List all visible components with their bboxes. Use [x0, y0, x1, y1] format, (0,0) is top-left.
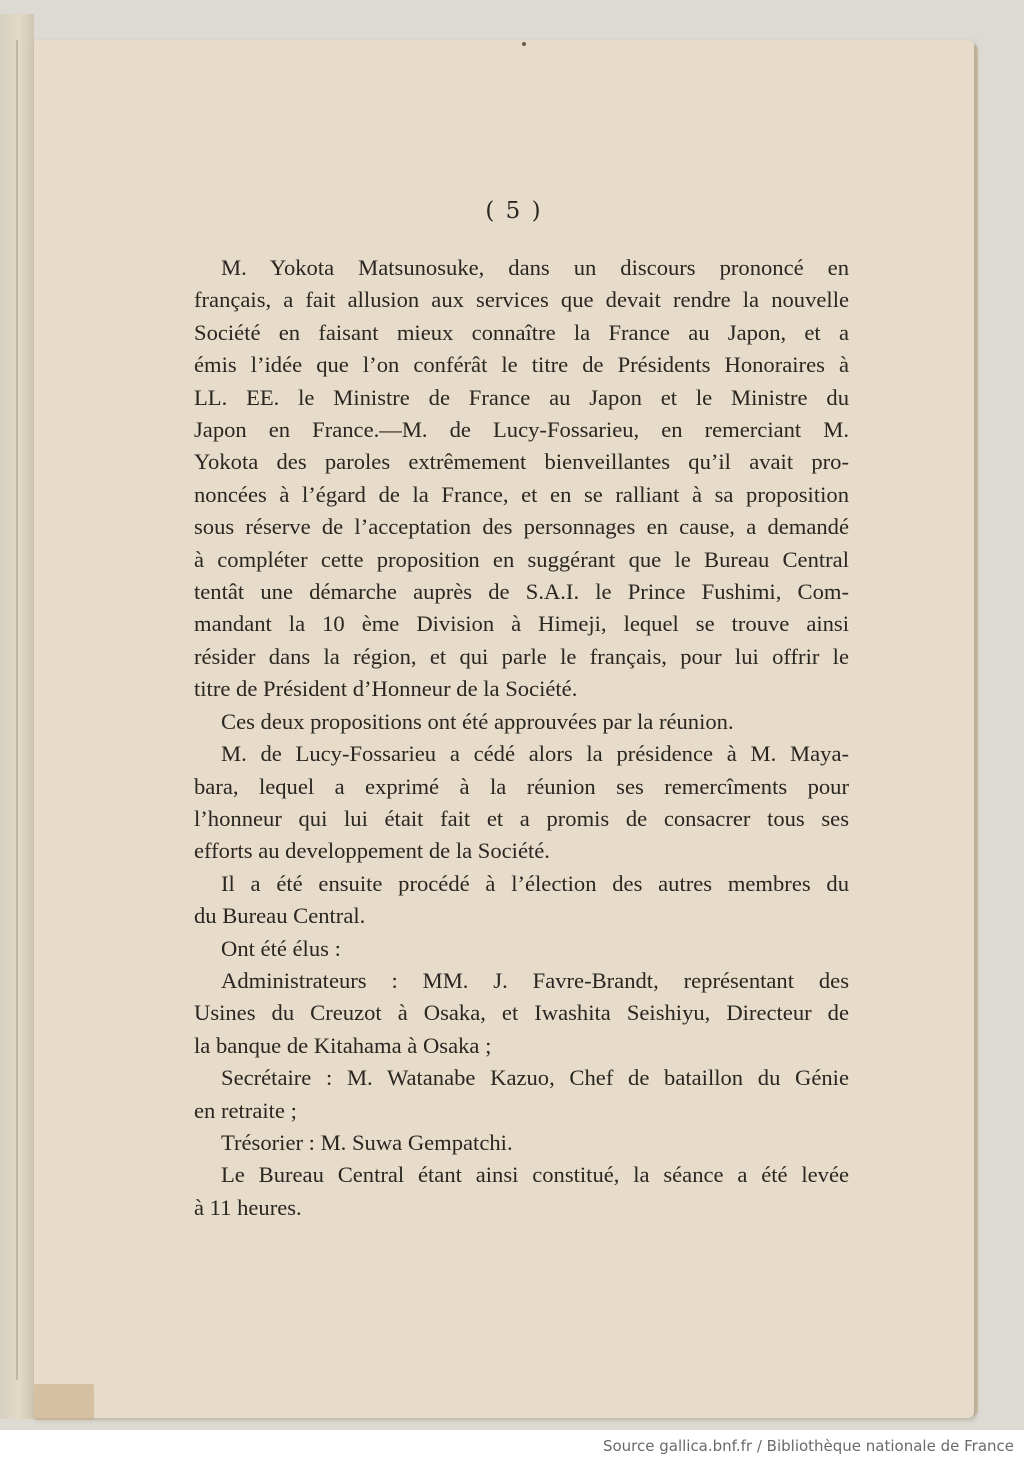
- ink-speck: [522, 42, 526, 46]
- text-line: Yokota des paroles extrêmement bienveillantes qu’il avait pro-: [194, 449, 849, 475]
- paragraph: [194, 868, 849, 933]
- text-line: français, a fait allusion aux services que devait rendre la nouvelle: [194, 287, 849, 313]
- paragraph: [194, 706, 849, 738]
- text-line: Ont été élus :: [221, 935, 341, 961]
- paragraph: [194, 1062, 849, 1127]
- text-line: noncées à l’égard de la France, et en se ralliant à sa proposition: [194, 481, 849, 507]
- paragraph: [194, 933, 849, 965]
- text-line: Japon en France.—M. de Lucy-Fossarieu, en remerciant M.: [194, 417, 849, 443]
- text-line: Société en faisant mieux connaître la France au Japon, et a: [194, 319, 849, 345]
- text-line: Ces deux propositions ont été approuvées par la réunion.: [221, 708, 734, 734]
- text-line: titre de Président d’Honneur de la Société.: [194, 676, 578, 702]
- book-page: [34, 40, 974, 1418]
- text-line: mandant la 10 ème Division à Himeji, lequel se trouve ainsi: [194, 611, 849, 637]
- text-line: sous réserve de l’acceptation des personnages en cause, a demandé: [194, 514, 849, 540]
- source-credit: Source gallica.bnf.fr / Bibliothèque nationale de France: [602, 1437, 1014, 1455]
- text-line: M. de Lucy-Fossarieu a cédé alors la présidence à M. Maya-: [221, 741, 849, 767]
- page-stain: [34, 1384, 94, 1420]
- paragraph: [194, 965, 849, 1062]
- text-line: bara, lequel a exprimé à la réunion ses remercîments pour: [194, 773, 849, 799]
- page-number: ( 5 ): [485, 198, 543, 224]
- text-line: tentât une démarche auprès de S.A.I. le Prince Fushimi, Com-: [194, 579, 849, 605]
- gutter-line: [16, 40, 18, 1380]
- text-line: émis l’idée que l’on conférât le titre de Présidents Honoraires à: [194, 352, 849, 378]
- text-line: à compléter cette proposition en suggérant que le Bureau Central: [194, 546, 849, 572]
- text-line: la banque de Kitahama à Osaka ;: [194, 1032, 492, 1058]
- text-line: LL. EE. le Ministre de France au Japon et le Ministre du: [194, 384, 849, 410]
- body-text: [194, 252, 849, 1224]
- paragraph: [194, 1159, 849, 1224]
- paragraph: [194, 252, 849, 706]
- text-line: Secrétaire : M. Watanabe Kazuo, Chef de bataillon du Génie: [221, 1065, 849, 1091]
- text-line: Le Bureau Central étant ainsi constitué, la séance a été levée: [221, 1162, 849, 1188]
- text-line: Administrateurs : MM. J. Favre-Brandt, représentant des: [221, 967, 849, 993]
- paragraph: [194, 1127, 849, 1159]
- text-line: du Bureau Central.: [194, 903, 366, 929]
- text-line: résider dans la région, et qui parle le français, pour lui offrir le: [194, 643, 849, 669]
- text-line: à 11 heures.: [194, 1194, 302, 1220]
- text-line: efforts au developpement de la Société.: [194, 838, 550, 864]
- text-line: Trésorier : M. Suwa Gempatchi.: [221, 1129, 513, 1155]
- text-line: l’honneur qui lui était fait et a promis de consacrer tous ses: [194, 805, 849, 831]
- text-line: en retraite ;: [194, 1097, 297, 1123]
- text-line: M. Yokota Matsunosuke, dans un discours prononcé en: [221, 255, 849, 280]
- text-line: Il a été ensuite procédé à l’élection des autres membres du: [221, 870, 849, 896]
- text-line: Usines du Creuzot à Osaka, et Iwashita Seishiyu, Directeur de: [194, 1000, 849, 1026]
- paragraph: [194, 738, 849, 868]
